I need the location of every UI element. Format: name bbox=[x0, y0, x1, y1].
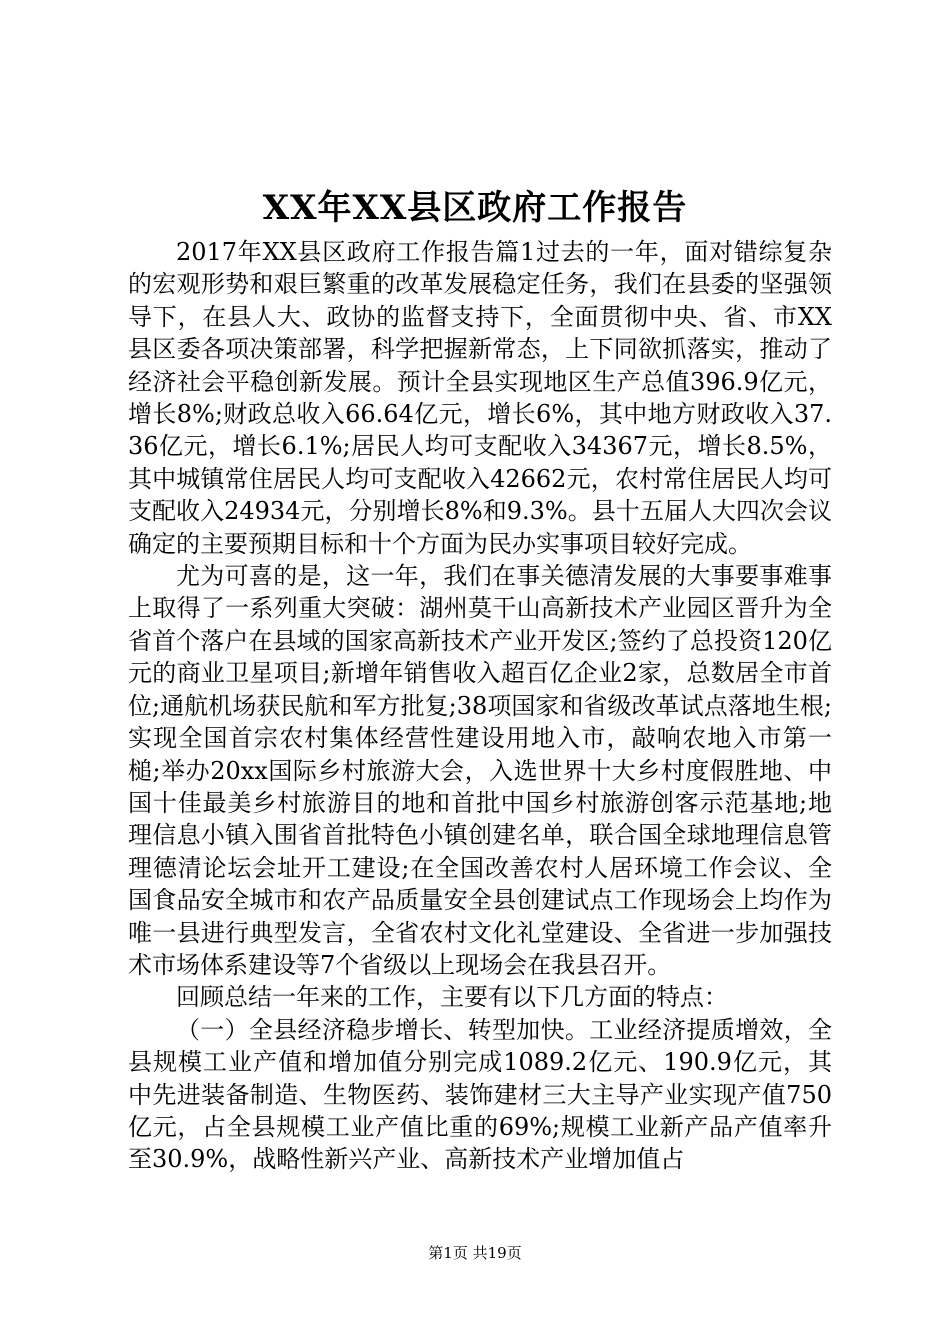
paragraph-3: 回顾总结一年来的工作，主要有以下几方面的特点： bbox=[176, 983, 728, 1012]
paragraph-1: 2017年XX县区政府工作报告篇1过去的一年，面对错综复杂的宏观形势和艰巨繁重的改革发展稳定任务，我们在县委的坚强领导下，在县人大、政协的监督支持下，全面贯彻中央、省、市XX县区委各项决策部署，科学把握新常态，上下同欲抓落实，推动了经济社会平稳创新发展。预计全县实现地区生产总值396.9亿元，增长8%;财政总收入66.64亿元，增长6%，其中地方财政收入37.36亿元，增长6.1%;居民人均可支配收入34367元，增长8.5%，其中城镇常住居民人均可支配收入42662元，农村常住居民人均可支配收入24934元，分别增长8%和9.3%。县十五届人大四次会议确定的主要预期目标和十个方面为民办实事项目较好完成。 bbox=[128, 238, 832, 558]
document-body bbox=[128, 236, 832, 1176]
paragraph-2: 尤为可喜的是，这一年，我们在事关德清发展的大事要事难事上取得了一系列重大突破：湖州莫干山高新技术产业园区晋升为全省首个落户在县域的国家高新技术产业开发区;签约了总投资120亿元的商业卫星项目;新增年销售收入超百亿企业2家，总数居全市首位;通航机场获民航和军方批复;38项国家和省级改革试点落地生根;实现全国首宗农村集体经营性建设用地入市，敲响农地入市第一槌;举办20xx国际乡村旅游大会，入选世界十大乡村度假胜地、中国十佳最美乡村旅游目的地和首批中国乡村旅游创客示范基地;地理信息小镇入围省首批特色小镇创建名单，联合国全球地理信息管理德清论坛会址开工建设;在全国改善农村人居环境工作会议、全国食品安全城市和农产品质量安全县创建试点工作现场会上均作为唯一县进行典型发言，全省农村文化礼堂建设、全省进一步加强技术市场体系建设等7个省级以上现场会在我县召开。 bbox=[128, 562, 832, 979]
page-footer: 第1页 共19页 bbox=[428, 1244, 522, 1262]
paragraph-4: （一）全县经济稳步增长、转型加快。工业经济提质增效，全县规模工业产值和增加值分别完成1089.2亿元、190.9亿元，其中先进装备制造、生物医药、装饰建材三大主导产业实现产值750亿元，占全县规模工业产值比重的69%;规模工业新产品产值率升至30.9%，战略性新兴产业、高新技术产业增加值占 bbox=[128, 1015, 832, 1174]
document-title: XX年XX县区政府工作报告 bbox=[262, 188, 688, 228]
